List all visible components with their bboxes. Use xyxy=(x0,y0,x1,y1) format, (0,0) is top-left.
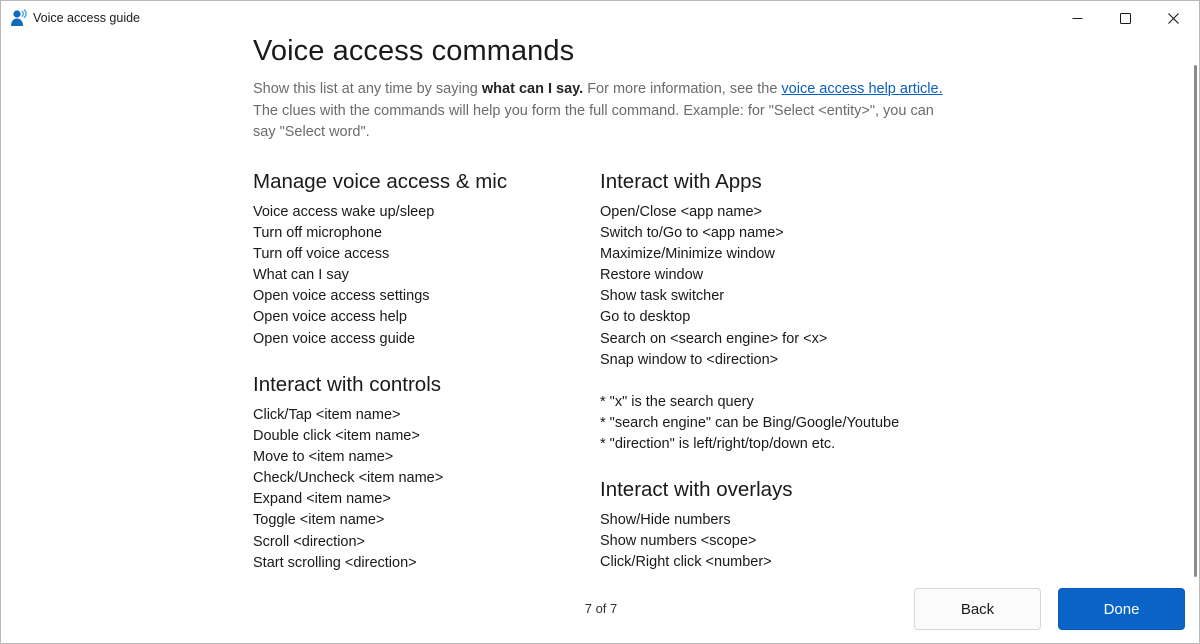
list-item: Open voice access guide xyxy=(253,330,416,347)
note-item: * "direction" is left/right/top/down etc. xyxy=(600,436,836,453)
apps-notes-list xyxy=(600,392,899,455)
list-item: Show numbers <scope> xyxy=(600,533,757,550)
manage-command-list xyxy=(253,202,434,350)
list-item: Open voice access settings xyxy=(253,288,430,305)
minimize-icon xyxy=(1072,13,1083,24)
page-title: Voice access commands xyxy=(253,35,575,67)
list-item: Click/Tap <item name> xyxy=(253,407,401,423)
overlays-command-list xyxy=(600,510,772,573)
list-item: Turn off microphone xyxy=(253,225,382,242)
done-button[interactable]: Done xyxy=(1058,588,1185,630)
page-indicator: 7 of 7 xyxy=(584,601,618,616)
list-item: Scroll <direction> xyxy=(253,533,366,550)
list-item: Double click <item name> xyxy=(253,428,420,445)
list-item: Click/Right click <number> xyxy=(600,554,772,571)
close-button[interactable] xyxy=(1149,1,1197,35)
list-item: Voice access wake up/sleep xyxy=(253,204,435,220)
footer-bar xyxy=(1,579,1199,644)
list-item: Open/Close <app name> xyxy=(600,204,763,220)
note-item: * "x" is the search query xyxy=(600,394,754,410)
list-item: Search on <search engine> for <x> xyxy=(600,330,828,347)
list-item: Snap window to <direction> xyxy=(600,351,779,368)
section-title-controls: Interact with controls xyxy=(253,373,441,396)
title-bar[interactable] xyxy=(1,1,1199,35)
list-item: Go to desktop xyxy=(600,309,691,326)
minimize-button[interactable] xyxy=(1053,1,1101,35)
list-item: Turn off voice access xyxy=(253,246,390,263)
list-item: Open voice access help xyxy=(253,309,407,326)
section-title-manage: Manage voice access & mic xyxy=(253,170,508,193)
list-item: Show/Hide numbers xyxy=(600,512,731,528)
vertical-scrollbar[interactable] xyxy=(1194,61,1197,581)
intro-part2: For more information, see the xyxy=(583,81,782,97)
section-title-apps: Interact with Apps xyxy=(600,170,762,193)
intro-bold-command: what can I say. xyxy=(481,81,584,97)
list-item: Show task switcher xyxy=(600,288,725,305)
apps-command-list xyxy=(600,202,827,371)
list-item: Move to <item name> xyxy=(253,449,394,466)
scrollbar-thumb[interactable] xyxy=(1194,65,1197,577)
intro-part1: Show this list at any time by saying xyxy=(253,81,482,97)
list-item: What can I say xyxy=(253,267,349,284)
guide-content[interactable] xyxy=(1,35,1191,579)
controls-command-list xyxy=(253,405,443,574)
list-item: Check/Uncheck <item name> xyxy=(253,470,444,487)
list-item: Maximize/Minimize window xyxy=(600,246,775,263)
list-item: Restore window xyxy=(600,267,704,284)
close-icon xyxy=(1168,13,1179,24)
window-title: Voice access guide xyxy=(33,11,141,25)
help-article-link[interactable]: voice access help article. xyxy=(781,81,943,97)
maximize-button[interactable] xyxy=(1101,1,1149,35)
intro-line2: The clues with the commands will help you form the full command. Example: for "Select <entity>", you can say "Select word". xyxy=(253,102,934,140)
intro-text xyxy=(253,79,953,144)
note-item: * "search engine" can be Bing/Google/Youtube xyxy=(600,415,900,432)
section-title-overlays: Interact with overlays xyxy=(600,478,793,501)
voice-access-person-icon xyxy=(10,9,28,27)
list-item: Start scrolling <direction> xyxy=(253,554,417,571)
list-item: Expand <item name> xyxy=(253,491,391,508)
maximize-icon xyxy=(1120,13,1131,24)
list-item: Toggle <item name> xyxy=(253,512,385,529)
list-item: Switch to/Go to <app name> xyxy=(600,225,784,242)
back-button[interactable]: Back xyxy=(914,588,1041,630)
